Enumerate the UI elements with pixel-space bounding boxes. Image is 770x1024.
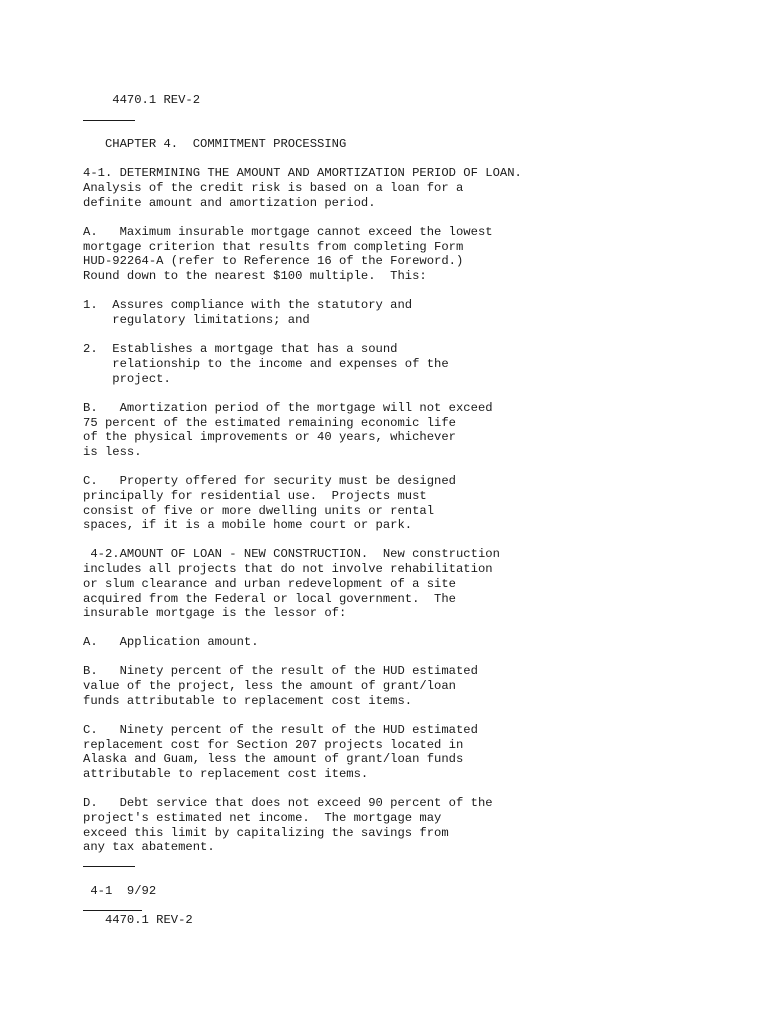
paragraph-b: 75 percent of the estimated remaining economic life [83, 416, 456, 430]
section-4-1-text: Analysis of the credit risk is based on a loan for a [83, 181, 464, 195]
paragraph-a: Round down to the nearest $100 multiple. This: [83, 269, 427, 283]
header-doc-number: 4470.1 REV-2 [83, 93, 201, 107]
footer-page-ref: 4-1 9/92 [83, 884, 157, 898]
section-4-2-paragraph-a: A. Application amount. [83, 635, 259, 649]
list-item-1: regulatory limitations; and [83, 313, 310, 327]
paragraph-c: principally for residential use. Projects must [83, 489, 427, 503]
section-4-2-paragraph-d: exceed this limit by capitalizing the savings from [83, 826, 449, 840]
section-4-2-paragraph-c: attributable to replacement cost items. [83, 767, 369, 781]
section-4-2-paragraph-c: Alaska and Guam, less the amount of grant/loan funds [83, 752, 464, 766]
footer-doc-number: 4470.1 REV-2 [83, 913, 193, 927]
section-4-2-heading: 4-2.AMOUNT OF LOAN - NEW CONSTRUCTION. New construction [83, 547, 500, 561]
section-4-2-paragraph-c: C. Ninety percent of the result of the HUD estimated [83, 723, 478, 737]
list-item-2: relationship to the income and expenses of the [83, 357, 449, 371]
section-4-2-text: includes all projects that do not involve rehabilitation [83, 562, 493, 576]
paragraph-b: is less. [83, 445, 142, 459]
chapter-title: CHAPTER 4. COMMITMENT PROCESSING [83, 137, 347, 151]
section-4-2-paragraph-c: replacement cost for Section 207 projects located in [83, 738, 464, 752]
paragraph-a: HUD-92264-A (refer to Reference 16 of the Foreword.) [83, 254, 464, 268]
paragraph-b: B. Amortization period of the mortgage will not exceed [83, 401, 493, 415]
section-4-1-heading: 4-1. DETERMINING THE AMOUNT AND AMORTIZATION PERIOD OF LOAN. [83, 166, 522, 180]
section-4-2-paragraph-d: project's estimated net income. The mortgage may [83, 811, 442, 825]
section-4-2-paragraph-d: D. Debt service that does not exceed 90 percent of the [83, 796, 493, 810]
list-item-1: 1. Assures compliance with the statutory and [83, 298, 413, 312]
section-4-2-paragraph-b: value of the project, less the amount of grant/loan [83, 679, 456, 693]
paragraph-c: consist of five or more dwelling units or rental [83, 504, 435, 518]
paragraph-b: of the physical improvements or 40 years, whichever [83, 430, 456, 444]
paragraph-c: spaces, if it is a mobile home court or park. [83, 518, 413, 532]
section-4-2-text: or slum clearance and urban redevelopment of a site [83, 577, 456, 591]
list-item-2: project. [83, 372, 171, 386]
section-4-2-paragraph-d: any tax abatement. [83, 840, 215, 854]
section-4-2-text: acquired from the Federal or local government. The [83, 592, 456, 606]
header-rule [83, 120, 135, 121]
paragraph-a: A. Maximum insurable mortgage cannot exceed the lowest [83, 225, 493, 239]
section-4-2-paragraph-b: B. Ninety percent of the result of the HUD estimated [83, 664, 478, 678]
footer-rule-bottom [83, 910, 142, 911]
section-4-2-paragraph-b: funds attributable to replacement cost items. [83, 694, 413, 708]
paragraph-a: mortgage criterion that results from completing Form [83, 240, 464, 254]
section-4-1-text: definite amount and amortization period. [83, 196, 376, 210]
list-item-2: 2. Establishes a mortgage that has a sound [83, 342, 398, 356]
paragraph-c: C. Property offered for security must be designed [83, 474, 456, 488]
section-4-2-text: insurable mortgage is the lessor of: [83, 606, 347, 620]
footer-rule-top [83, 866, 135, 867]
